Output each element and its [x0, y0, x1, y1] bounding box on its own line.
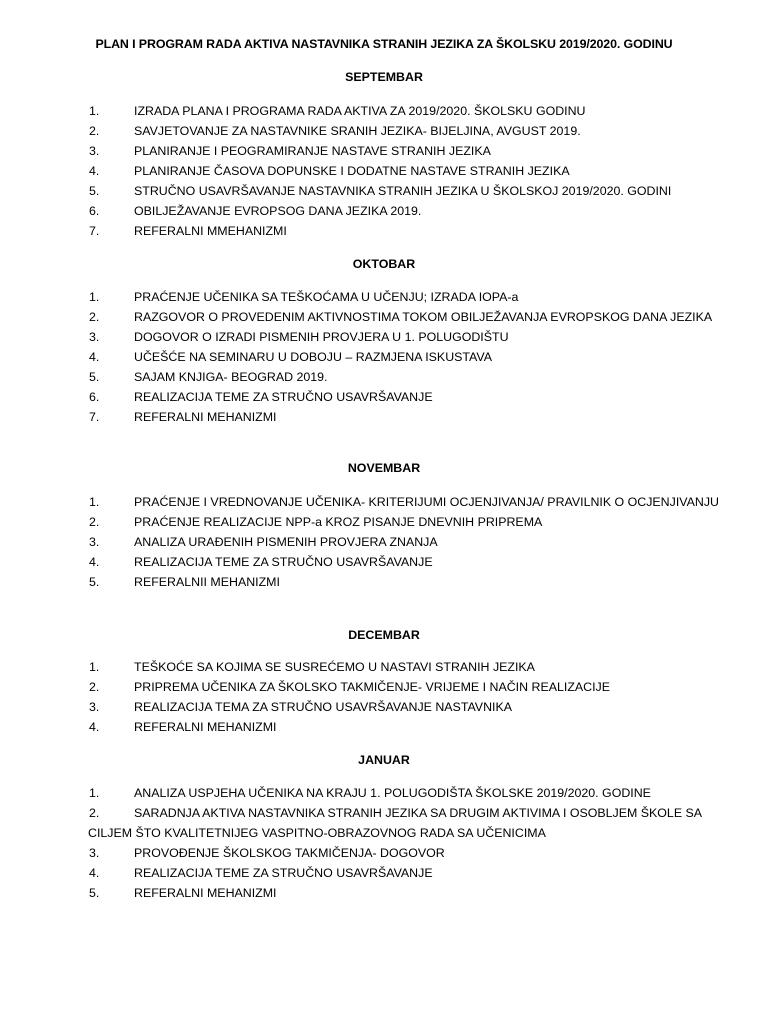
list-item	[0, 515, 768, 535]
item-text: DOGOVOR O IZRADI PISMENIH PROVJERA U 1. POLUGODIŠTU	[134, 330, 509, 344]
item-text: ANALIZA USPJEHA UČENIKA NA KRAJU 1. POLUGODIŠTA ŠKOLSKE 2019/2020. GODINE	[134, 786, 651, 800]
list-item	[0, 410, 768, 430]
item-number: 1.	[89, 104, 100, 118]
item-text: PRIPREMA UČENIKA ZA ŠKOLSKO TAKMIČENJE- VRIJEME I NAČIN REALIZACIJE	[134, 680, 610, 694]
item-text: SAVJETOVANJE ZA NASTAVNIKE SRANIH JEZIKA- BIJELJINA, AVGUST 2019.	[134, 124, 581, 138]
list-item	[0, 290, 768, 310]
item-text: REFERALNI MEHANIZMI	[134, 410, 277, 424]
item-text: ANALIZA URAĐENIH PISMENIH PROVJERA ZNANJA	[134, 535, 438, 549]
item-number: 5.	[89, 575, 100, 589]
item-text: PRAĆENJE REALIZACIJE NPP-a KROZ PISANJE DNEVNIH PRIPREMA	[134, 515, 543, 529]
list-item	[0, 846, 768, 866]
month-heading-novembar: NOVEMBAR	[347, 461, 421, 475]
item-text: STRUČNO USAVRŠAVANJE NASTAVNIKA STRANIH JEZIKA U ŠKOLSKOJ 2019/2020. GODINI	[134, 184, 672, 198]
list-item	[0, 886, 768, 906]
list-item	[0, 806, 768, 826]
item-number: 5.	[89, 370, 100, 384]
item-text: SARADNJA AKTIVA NASTAVNIKA STRANIH JEZIKA SA DRUGIM AKTIVIMA I OSOBLJEM ŠKOLE SA	[134, 806, 703, 820]
month-heading-oktobar: OKTOBAR	[352, 257, 416, 271]
item-number: 2.	[89, 806, 100, 820]
item-number: 3.	[89, 330, 100, 344]
list-item	[0, 164, 768, 184]
item-text: PLANIRANJE ČASOVA DOPUNSKE I DODATNE NASTAVE STRANIH JEZIKA	[134, 164, 570, 178]
document-title: PLAN I PROGRAM RADA AKTIVA NASTAVNIKA STRANIH JEZIKA ZA ŠKOLSKU 2019/2020. GODINU	[95, 37, 673, 51]
list-item	[0, 680, 768, 700]
item-text: REALIZACIJA TEME ZA STRUČNO USAVRŠAVANJE	[134, 555, 433, 569]
list-item	[0, 535, 768, 555]
list-item	[0, 124, 768, 144]
item-text: REALIZACIJA TEMA ZA STRUČNO USAVRŠAVANJE NASTAVNIKA	[134, 700, 512, 714]
item-text: REFERALNI MEHANIZMI	[134, 720, 277, 734]
item-text: PRAĆENJE UČENIKA SA TEŠKOĆAMA U UČENJU; IZRADA IOPA-a	[134, 290, 519, 304]
item-number: 1.	[89, 660, 100, 674]
item-text: REFERALNI MMEHANIZMI	[134, 224, 287, 238]
item-text-continuation: CILJEM ŠTO KVALITETNIJEG VASPITNO-OBRAZOVNOG RADA SA UČENICIMA	[88, 826, 546, 840]
month-heading-januar: JANUAR	[358, 753, 410, 767]
item-number: 6.	[89, 390, 100, 404]
item-number: 2.	[89, 680, 100, 694]
list-item	[0, 786, 768, 806]
list-item	[0, 390, 768, 410]
month-heading-septembar: SEPTEMBAR	[345, 70, 423, 84]
item-text: REALIZACIJA TEME ZA STRUČNO USAVRŠAVANJE	[134, 390, 433, 404]
item-text: IZRADA PLANA I PROGRAMA RADA AKTIVA ZA 2019/2020. ŠKOLSKU GODINU	[134, 104, 586, 118]
item-number: 1.	[89, 495, 100, 509]
list-item	[0, 204, 768, 224]
list-item	[0, 660, 768, 680]
item-number: 3.	[89, 846, 100, 860]
list-item	[0, 184, 768, 204]
item-number: 2.	[89, 310, 100, 324]
item-text: REFERALNII MEHANIZMI	[134, 575, 280, 589]
item-number: 3.	[89, 700, 100, 714]
list-item	[0, 370, 768, 390]
list-item	[0, 555, 768, 575]
list-item	[0, 330, 768, 350]
item-number: 6.	[89, 204, 100, 218]
item-number: 2.	[89, 515, 100, 529]
item-text: SAJAM KNJIGA- BEOGRAD 2019.	[134, 370, 328, 384]
item-text: REALIZACIJA TEME ZA STRUČNO USAVRŠAVANJE	[134, 866, 433, 880]
item-text: RAZGOVOR O PROVEDENIM AKTIVNOSTIMA TOKOM OBILJEŽAVANJA EVROPSKOG DANA JEZIKA	[134, 310, 713, 324]
item-number: 1.	[89, 786, 100, 800]
item-number: 2.	[89, 124, 100, 138]
item-number: 4.	[89, 350, 100, 364]
list-item	[0, 700, 768, 720]
list-item	[0, 720, 768, 740]
item-number: 5.	[89, 886, 100, 900]
item-text: REFERALNI MEHANIZMI	[134, 886, 277, 900]
list-item	[0, 575, 768, 595]
item-text: PRAĆENJE I VREDNOVANJE UČENIKA- KRITERIJUMI OCJENJIVANJA/ PRAVILNIK O OCJENJIVANJU	[134, 495, 719, 509]
item-number: 3.	[89, 144, 100, 158]
list-item	[0, 144, 768, 164]
list-item	[0, 104, 768, 124]
item-text: TEŠKOĆE SA KOJIMA SE SUSREĆEMO U NASTAVI STRANIH JEZIKA	[134, 660, 535, 674]
month-heading-decembar: DECEMBAR	[348, 628, 420, 642]
item-number: 4.	[89, 164, 100, 178]
item-number: 4.	[89, 555, 100, 569]
item-number: 3.	[89, 535, 100, 549]
list-item	[0, 310, 768, 330]
list-item	[0, 495, 768, 515]
list-item	[0, 866, 768, 886]
item-text: OBILJEŽAVANJE EVROPSOG DANA JEZIKA 2019.	[134, 204, 422, 218]
item-text: PLANIRANJE I PEOGRAMIRANJE NASTAVE STRANIH JEZIKA	[134, 144, 491, 158]
item-text: PROVOĐENJE ŠKOLSKOG TAKMIČENJA- DOGOVOR	[134, 846, 445, 860]
list-item	[0, 350, 768, 370]
list-item	[0, 224, 768, 244]
item-number: 5.	[89, 184, 100, 198]
item-number: 1.	[89, 290, 100, 304]
item-number: 7.	[89, 224, 100, 238]
item-text: UČEŠĆE NA SEMINARU U DOBOJU – RAZMJENA ISKUSTAVA	[134, 350, 493, 364]
item-number: 4.	[89, 866, 100, 880]
item-number: 7.	[89, 410, 100, 424]
item-number: 4.	[89, 720, 100, 734]
